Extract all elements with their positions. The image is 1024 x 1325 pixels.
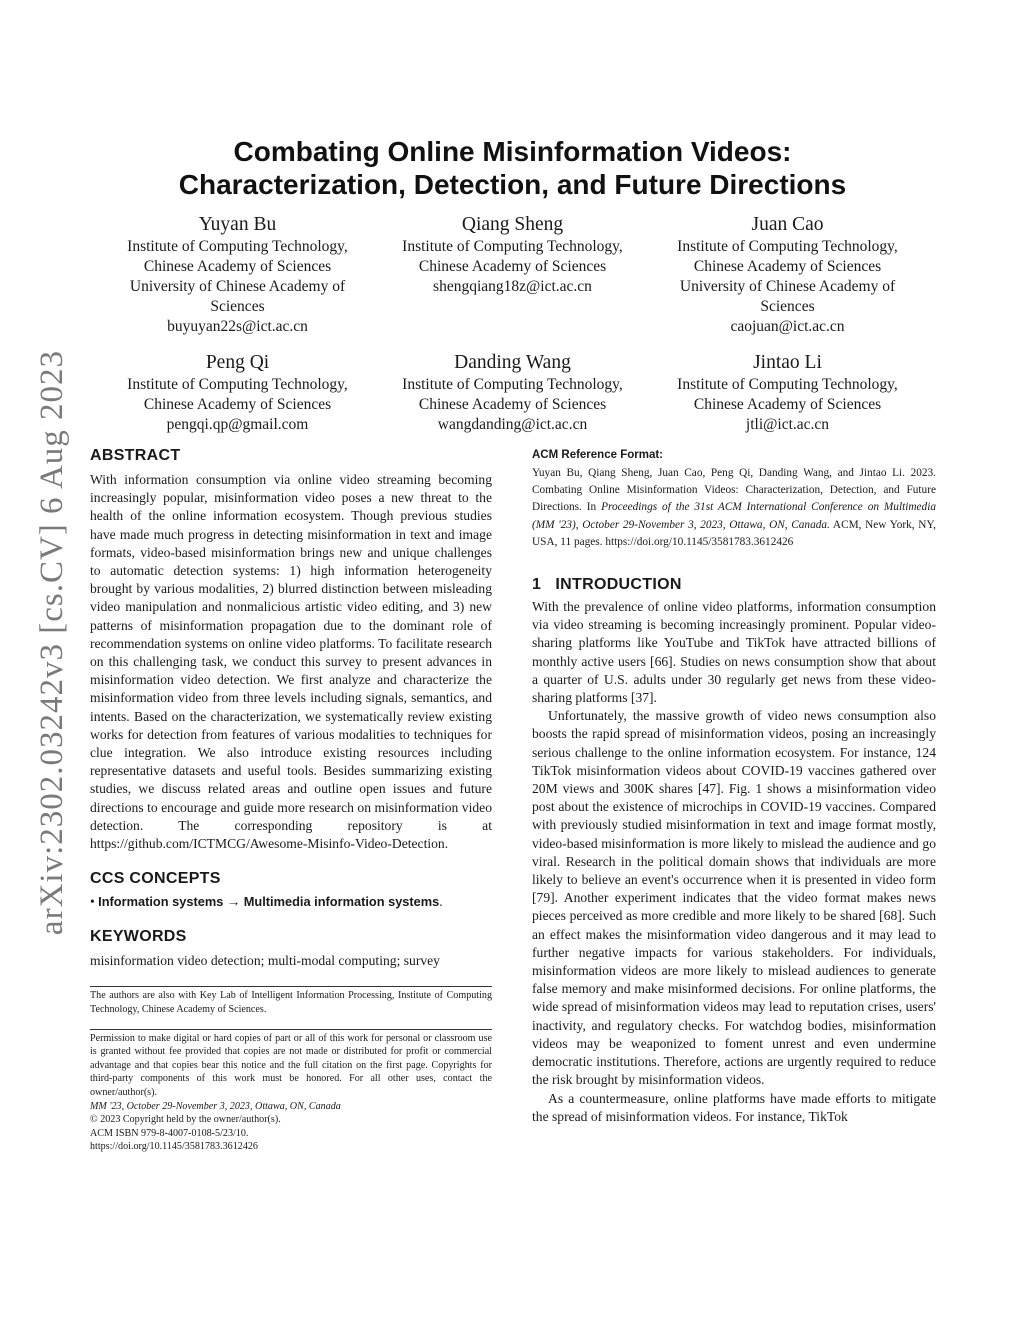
acm-reference-part1: Yuyan Bu, Qiang Sheng, Juan Cao, Peng Qi, Danding Wang, and Jintao Li. 2023. Combating Online Misinformation Videos: Characterization, Detection, and Future Directions. In (532, 467, 936, 514)
author-block (375, 213, 650, 337)
permission-divider (90, 1029, 492, 1030)
author-affiliation: Chinese Academy of Sciences (693, 396, 882, 413)
keywords-heading: KEYWORDS (90, 928, 187, 946)
author-affiliation: Institute of Computing Technology, (402, 376, 623, 393)
author-affiliation: Institute of Computing Technology, (677, 376, 898, 393)
ccs-concept-a: Information systems (98, 894, 224, 910)
arxiv-sidebar-stamp (34, 349, 71, 935)
acm-reference-part2: ACM, New York, NY, USA, 11 pages. https://doi.org/10.1145/3581783.3612426 (532, 518, 936, 548)
author-affiliation: Sciences (760, 298, 815, 315)
author-affiliation: Chinese Academy of Sciences (418, 396, 607, 413)
author-affiliation: Institute of Computing Technology, (677, 238, 898, 255)
author-name: Juan Cao (751, 214, 824, 235)
author-email[interactable]: pengqi.qp@gmail.com (166, 416, 309, 433)
permission-block (90, 1032, 492, 1154)
author-block (100, 351, 375, 435)
author-email[interactable]: jtli@ict.ac.cn (745, 416, 830, 433)
author-name: Yuyan Bu (198, 214, 277, 235)
author-email[interactable]: shengqiang18z@ict.ac.cn (433, 278, 592, 295)
arxiv-id: arXiv:2302.03242v3 [cs.CV] 6 Aug 2023 (34, 349, 71, 935)
title-line-2: Characterization, Detection, and Future Directions (178, 169, 847, 200)
author-affiliation: Chinese Academy of Sciences (693, 258, 882, 275)
title-line-1: Combating Online Misinformation Videos: (233, 136, 792, 167)
permission-doi[interactable]: https://doi.org/10.1145/3581783.3612426 (90, 1141, 258, 1153)
author-affiliation: Institute of Computing Technology, (402, 238, 623, 255)
footnote-divider (90, 986, 492, 987)
author-block (650, 351, 925, 435)
intro-heading: 1 INTRODUCTION (532, 576, 682, 594)
author-block (375, 351, 650, 435)
author-affiliation: University of Chinese Academy of (679, 278, 896, 295)
right-column (532, 448, 936, 1126)
author-block (100, 213, 375, 337)
abstract-text: With information consumption via online video streaming becoming increasingly popular, misinformation video poses a new threat to the health of the online information ecosystem. Though previous studies have made much progress in detecting misinformation in text and image formats, video-based misinformation brings new and unique challenges to automatic detection systems: 1) high information heterogeneity brought by various modalities, 2) blurred distinction between misleading video manipulation and nonmalicious artistic video editing, and 3) new patterns of misinformation propagation due to the dominant role of recommendation systems on online video platforms. To facilitate research on this challenging task, we conduct this survey to present advances in misinformation video detection. We first analyze and characterize the misinformation video from three levels including signals, semantics, and intents. Based on the characterization, we systematically review existing works for detection from features of various modalities to techniques for clue integration. We also introduce existing resources including representative datasets and useful tools. Besides summarizing existing studies, we discuss related areas and outline open issues and future directions to encourage and guide more research on misinformation video detection. The corresponding repository is at https://github.com/ICTMCG/Awesome-Misinfo-Video-Detection. (90, 472, 492, 852)
author-affiliation: Chinese Academy of Sciences (143, 258, 332, 275)
author-email[interactable]: caojuan@ict.ac.cn (730, 318, 845, 335)
author-affiliation: Institute of Computing Technology, (127, 376, 348, 393)
intro-paragraph-3: As a countermeasure, online platforms have made efforts to mitigate the spread of misinformation videos. For instance, TikTok (532, 1090, 936, 1124)
ccs-arrow: → (226, 894, 241, 910)
paper-title (90, 135, 935, 201)
affiliation-note: The authors are also with Key Lab of Intelligent Information Processing, Institute of Computing Technology, Chinese Academy of Sciences. (90, 990, 492, 1016)
author-block (650, 213, 925, 337)
intro-paragraph-2: Unfortunately, the massive growth of video news consumption also boosts the rapid spread of misinformation videos, posing an increasingly serious challenge to the online information ecosystem. For instance, 124 TikTok misinformation videos about COVID-19 vaccines gathered over 20M views and 300K shares [47]. Fig. 1 shows a misinformation video post about the existence of microchips in COVID-19 vaccines. Compared with previously studied misinformation in text and image format mostly, video-based misinformation is more likely to mislead the audience and go viral. Research in the political domain shows that individuals are more likely to believe an event's occurrence when it is presented in video form [79]. Another experiment indicates that the video format makes news pieces perceived as more credible and more likely to be shared [68]. Such an effect makes the misinformation video dangerous and it may lead to further negative impacts for various stakeholders. For individuals, misinformation videos are more likely to mislead audiences to generate false memory and make misinformed decisions. For online platforms, the wide spread of misinformation videos may lead to reputation crises, users' inactivity, and regulatory checks. For watchdog bodies, misinformation videos may be weaponized to foment unrest and even undermine democratic institutions. Therefore, actions are urgently required to reduce the risk brought by misinformation videos. (532, 708, 936, 1088)
acm-reference-italic: Proceedings of the 31st ACM International Conference on Multimedia (MM '23), October 29-November 3, 2023, Ottawa, ON, Canada. (532, 501, 936, 531)
acm-reference-text (532, 465, 936, 551)
abstract-heading: ABSTRACT (90, 447, 181, 464)
ccs-concept-b: Multimedia information systems (243, 894, 440, 910)
author-affiliation: Institute of Computing Technology, (127, 238, 348, 255)
permission-text: Permission to make digital or hard copies of part or all of this work for personal or classroom use is granted without fee provided that copies are not made or distributed for profit or commercial advantage and that copies bear this notice and the full citation on the first page. Copyrights for third-party components of this work must be honored. For all other uses, contact the owner/author(s). (90, 1032, 492, 1099)
ccs-heading: CCS CONCEPTS (90, 870, 221, 888)
author-email[interactable]: wangdanding@ict.ac.cn (437, 416, 588, 433)
author-name: Jintao Li (753, 352, 822, 373)
intro-paragraph-1: With the prevalence of online video platforms, information consumption via video streaming is becoming increasingly prominent. Popular video-sharing platforms like YouTube and TikTok have attracted billions of monthly active users [66]. Studies on news consumption show that about a quarter of U.S. adults under 30 regularly get news from these video-sharing platforms [37]. (532, 599, 936, 706)
ccs-period: . (439, 894, 443, 910)
permission-copyright: © 2023 Copyright held by the owner/author(s). (90, 1114, 281, 1126)
author-row-2 (100, 351, 925, 435)
author-affiliation: Chinese Academy of Sciences (418, 258, 607, 275)
author-affiliation: Chinese Academy of Sciences (143, 396, 332, 413)
author-name: Peng Qi (205, 352, 270, 373)
permission-venue: MM '23, October 29-November 3, 2023, Ottawa, ON, Canada (90, 1100, 341, 1112)
author-affiliation: University of Chinese Academy of (129, 278, 346, 295)
author-row-1 (100, 213, 925, 337)
acm-reference-heading: ACM Reference Format: (532, 449, 663, 461)
author-name: Qiang Sheng (461, 214, 564, 235)
author-name: Danding Wang (454, 352, 571, 373)
author-email[interactable]: buyuyan22s@ict.ac.cn (167, 318, 308, 335)
left-column (90, 446, 492, 1154)
author-affiliation: Sciences (210, 298, 265, 315)
permission-isbn: ACM ISBN 979-8-4007-0108-5/23/10. (90, 1127, 249, 1139)
keywords-text: misinformation video detection; multi-modal computing; survey (90, 953, 440, 969)
ccs-concepts (90, 893, 492, 911)
ccs-bullet: • (90, 894, 95, 910)
